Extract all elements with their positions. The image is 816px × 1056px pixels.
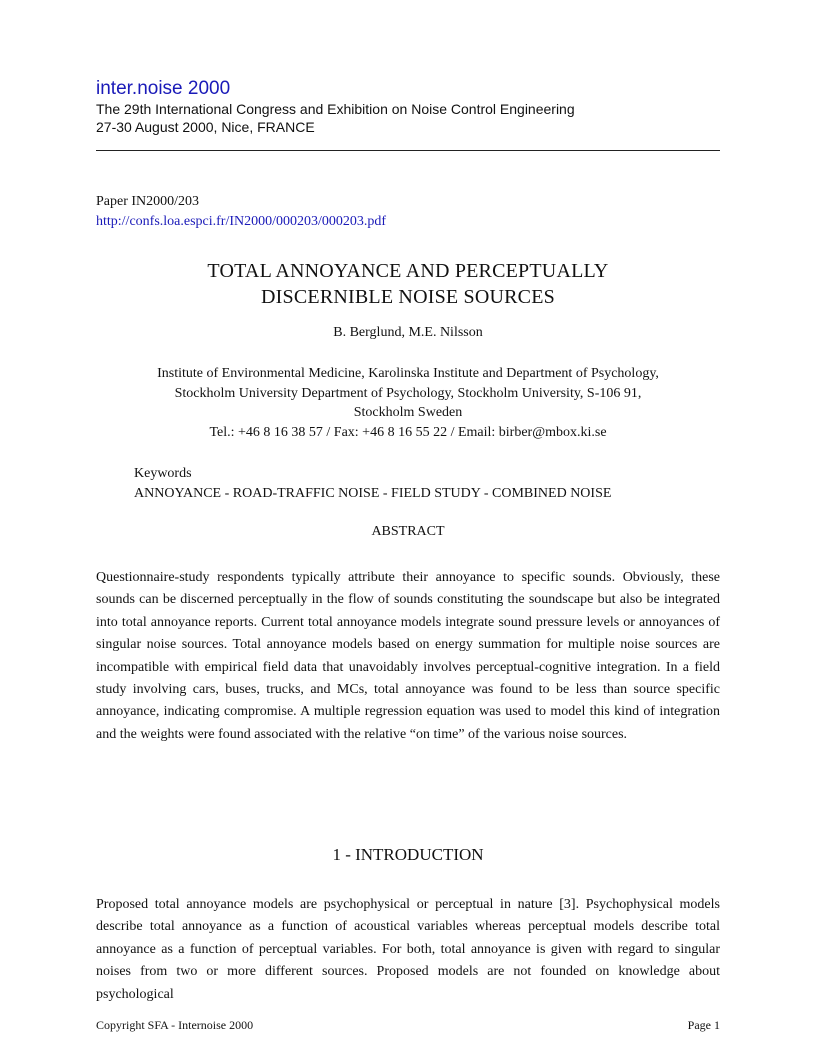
paper-id: Paper IN2000/203	[96, 194, 200, 209]
paper-title-line: TOTAL ANNOYANCE AND PERCEPTUALLY	[207, 260, 609, 282]
contact-line: Tel.: +46 8 16 38 57 / Fax: +46 8 16 55 22 / Email: birber@mbox.ki.se	[209, 424, 607, 440]
abstract-heading: ABSTRACT	[371, 524, 445, 539]
keywords-list: ANNOYANCE - ROAD-TRAFFIC NOISE - FIELD STUDY - COMBINED NOISE	[134, 486, 612, 501]
affiliation	[60, 364, 756, 442]
paper-title	[96, 258, 720, 310]
introduction-heading: 1 - INTRODUCTION	[332, 845, 484, 864]
footer-page-number: Page 1	[687, 1018, 720, 1032]
affiliation-line: Stockholm Sweden	[353, 405, 463, 420]
authors: B. Berglund, M.E. Nilsson	[333, 325, 483, 340]
conference-full-title: The 29th International Congress and Exhibition on Noise Control Engineering	[96, 101, 575, 117]
keywords-label: Keywords	[134, 466, 192, 481]
header-divider	[96, 150, 720, 151]
affiliation-line: Institute of Environmental Medicine, Karolinska Institute and Department of Psychology,	[157, 366, 659, 381]
introduction-text: Proposed total annoyance models are psychophysical or perceptual in nature [3]. Psychophysical models describe total annoyance as a function of acoustical variables whereas perceptual models describe total annoyance as a function of perceptual variables. For both, total annoyance is given with regard to singular noises from two or more different sources. Proposed models are not founded on knowledge about psychological	[96, 897, 720, 1002]
conference-header	[96, 78, 720, 136]
footer-copyright: Copyright SFA - Internoise 2000	[96, 1018, 254, 1032]
paper-url-link[interactable]: http://confs.loa.espci.fr/IN2000/000203/000203.pdf	[96, 214, 387, 229]
paper-title-line: DISCERNIBLE NOISE SOURCES	[261, 286, 555, 308]
abstract-text: Questionnaire-study respondents typically attribute their annoyance to specific sounds. Obviously, these sounds can be discerned perceptually in the flow of sounds constituting the soundscape but also be integrated into total annoyance reports. Current total annoyance models integrate sound pressure levels or annoyances of singular noise sources. Total annoyance models based on energy summation for multiple noise sources are incompatible with empirical field data that unavoidably involves perceptual-cognitive integration. In a field study involving cars, buses, trucks, and MCs, total annoyance was found to be less than source specific annoyance, indicating compromise. A multiple regression equation was used to model this kind of integration and the weights were found associated with the relative “on time” of the various noise sources.	[96, 570, 720, 742]
conference-name: inter.noise 2000	[96, 78, 231, 99]
affiliation-line: Stockholm University Department of Psychology, Stockholm University, S-106 91,	[174, 385, 642, 401]
conference-dates: 27-30 August 2000, Nice, FRANCE	[96, 119, 315, 135]
